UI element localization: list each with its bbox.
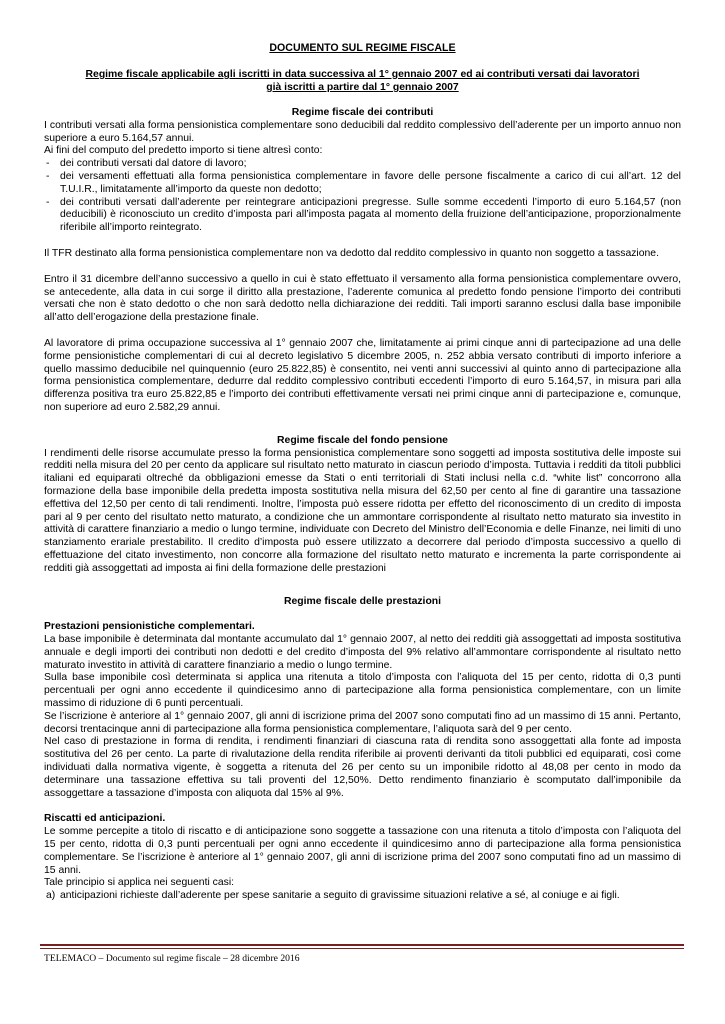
list-item: - dei contributi versati dal datore di lavoro; bbox=[44, 158, 681, 171]
document-subtitle bbox=[40, 68, 685, 94]
subsection-title-prestazioni-pensionistiche: Prestazioni pensionistiche complementari. bbox=[44, 621, 255, 633]
paragraph: Entro il 31 dicembre dell’anno successivo a quello in cui è stato effettuato il versamento alla forma pensionistica complementare ovvero, se antecedente, alla data in cui sorge il diritto alla prestazione, l’aderente comunica al predetto fondo pensione l’importo dei contributi versati che non è stato dedotto o che non sarà dedotto nella dichiarazione dei redditi. Tali importi saranno esclusi dalla base imponibile all’atto dell’erogazione della prestazione finale. bbox=[44, 273, 681, 324]
section-title-fondo: Regime fiscale del fondo pensione bbox=[277, 434, 448, 446]
contributi-list bbox=[44, 158, 681, 235]
list-item-text: anticipazioni richieste dall’aderente per spese sanitarie a seguito di gravissime situazioni relative a sé, al coniuge e ai figli. bbox=[60, 890, 620, 902]
paragraph: I contributi versati alla forma pensionistica complementare sono deducibili dal reddito complessivo dell’aderente per un importo annuo non superiore a euro 5.164,57 annui. bbox=[44, 119, 681, 144]
section-contributi bbox=[44, 107, 681, 415]
paragraph: Nel caso di prestazione in forma di rendita, i rendimenti finanziari di ciascuna rata di rendita sono assoggettati alla fonte ad imposta sostitutiva del 26 per cento. La parte di rivalutazione della rendita riferibile ai proventi derivanti da titoli pubblici ed equiparati, così come individuati dalla normativa vigente, è soggetta a ritenuta del 26 per cento su un imponibile ridotto al 48,08 per cento in modo da determinare una tassazione effettiva su tali proventi del 12,50%. Detto rendimento finanziario è scomputato dall’imponibile da assoggettare a tassazione d’imposta con aliquota dal 15% al 9%. bbox=[44, 736, 681, 799]
paragraph: Il TFR destinato alla forma pensionistica complementare non va dedotto dal reddito complessivo in quanto non soggetto a tassazione. bbox=[44, 247, 659, 259]
section-title-prestazioni: Regime fiscale delle prestazioni bbox=[283, 595, 442, 607]
paragraph: Al lavoratore di prima occupazione successiva al 1° gennaio 2007 che, limitatamente ai primi cinque anni di partecipazione ad una delle forme pensionistiche complementari di cui al decreto legislativo 5 dicembre 2005, n. 252 abbia versato contributi di importo inferiore a quello massimo deducibile nel quinquennio (euro 25.822,85) è consentito, nei venti anni successivi al quinto anno di partecipazione alla forma pensionistica complementare, dedurre dal reddito complessivo contributi eccedenti l’importo di euro 5.164,57, in misura pari alla differenza positiva tra euro 25.822,85 e l’importo dei contributi effettivamente versati nei primi cinque anni di partecipazione e, comunque, non superiore ad euro 2.582,29 annui. bbox=[44, 337, 681, 413]
paragraph: Sulla base imponibile così determinata si applica una ritenuta a titolo d’imposta con l’aliquota del 15 per cento, ridotta di 0,3 punti percentuali per ogni anno eccedente il quindicesimo anno di partecipazione alla forma pensionistica complementare, con un limite massimo di riduzione di 6 punti percentuali. bbox=[44, 672, 681, 710]
list-item: - dei versamenti effettuati alla forma pensionistica complementare in favore delle persone fiscalmente a carico di cui all’art. 12 del T.U.I.R., limitatamente all’importo da queste non dedotto; bbox=[44, 171, 681, 197]
document-title: DOCUMENTO SUL REGIME FISCALE bbox=[269, 42, 456, 54]
subtitle-line-2: già iscritti a partire dal 1° gennaio 2007 bbox=[266, 82, 459, 93]
footer-rule-thin bbox=[40, 948, 684, 949]
section-fondo bbox=[44, 435, 681, 576]
paragraph: Le somme percepite a titolo di riscatto e di anticipazione sono soggette a tassazione con una ritenuta a titolo d’imposta con l’aliquota del 15 per cento, ridotta di 0,3 punti percentuali per ogni anno eccedente il quindicesimo anno di partecipazione alla forma pensionistica complementare. Se l’iscrizione è anteriore al 1° gennaio 2007, gli anni di iscrizione prima del 2007 sono computati fino ad un massimo di 15 anni. bbox=[44, 826, 681, 876]
prestazioni-case-list bbox=[44, 890, 681, 903]
list-item: - dei contributi versati dall’aderente per reintegrare anticipazioni pregresse. Sulle somme eccedenti l’importo di euro 5.164,57 (non deducibili) è riconosciuto un credito d’imposta pari all’imposta pagata al momento della fruizione dell’anticipazione, proporzionalmente riferibile all’importo reintegrato. bbox=[44, 197, 681, 235]
paragraph: Tale principio si applica nei seguenti casi: bbox=[44, 877, 235, 889]
section-title-contributi: Regime fiscale dei contributi bbox=[291, 107, 434, 118]
footer-rule bbox=[40, 944, 684, 946]
subtitle-line-1: Regime fiscale applicabile agli iscritti in data successiva al 1° gennaio 2007 ed ai contributi versati dai lavoratori bbox=[85, 69, 640, 80]
document-body bbox=[44, 107, 681, 903]
subsection-title-riscatti: Riscatti ed anticipazioni. bbox=[44, 813, 166, 825]
paragraph: Se l’iscrizione è anteriore al 1° gennaio 2007, gli anni di iscrizione prima del 2007 sono computati fino ad un massimo di 15 anni. Pertanto, decorsi trentacinque anni di partecipazione alla forma pensionistica complementare, l’aliquota sarà del 9 per cento. bbox=[44, 710, 681, 735]
paragraph: Ai fini del computo del predetto importo si tiene altresì conto: bbox=[44, 145, 323, 157]
paragraph: La base imponibile è determinata dal montante accumulato dal 1° gennaio 2007, al netto dei redditi già assoggettati ad imposta sostitutiva annuale e degli importi dei contributi non dedotti e del credito d’imposta del 9% relativo all’ammontare corrispondente al risultato netto maturato investito in attività di carattere finanziario a medio o lungo termine. bbox=[44, 634, 681, 671]
list-item-marker: a) bbox=[46, 890, 56, 902]
paragraph: I rendimenti delle risorse accumulate presso la forma pensionistica complementare sono soggetti ad imposta sostitutiva delle imposte sui redditi nella misura del 20 per cento da applicare sul risultato netto maturato in ciascun periodo d’imposta. Tuttavia i redditi da titoli pubblici italiani ed equiparati oltreché da obbligazioni emesse da Stati o enti territoriali di Stati inclusi nella c.d. “white list” concorrono alla formazione della base imponibile della predetta imposta sostitutiva nella misura del 62,50 per cento al fine di garantire una tassazione effettiva del 12,50 per cento di tali rendimenti. Inoltre, l’imposta può essere ridotta per effetto del riconoscimento di un credito di imposta pari al 9 per cento del risultato netto maturato, a condizione che un ammontare corrispondente al risultato netto maturato sia investito in attività di carattere finanziario a medio o lungo termine, individuate con Decreto del Ministro dell’Economia e delle Finanze, nei limiti di uno stanziamento erariale prestabilito. Il credito d’imposta può essere utilizzato a decorrere dal periodo d’imposta successivo a quello di effettuazione del citato investimento, non concorre alla formazione del risultato netto maturato e incrementa la parte corrispondente ai redditi già assoggettati ad imposta ai fini della formazione delle prestazioni bbox=[44, 447, 681, 574]
footer-text: TELEMACO – Documento sul regime fiscale – 28 dicembre 2016 bbox=[44, 953, 300, 964]
list-item bbox=[44, 890, 681, 903]
section-prestazioni bbox=[44, 596, 681, 904]
